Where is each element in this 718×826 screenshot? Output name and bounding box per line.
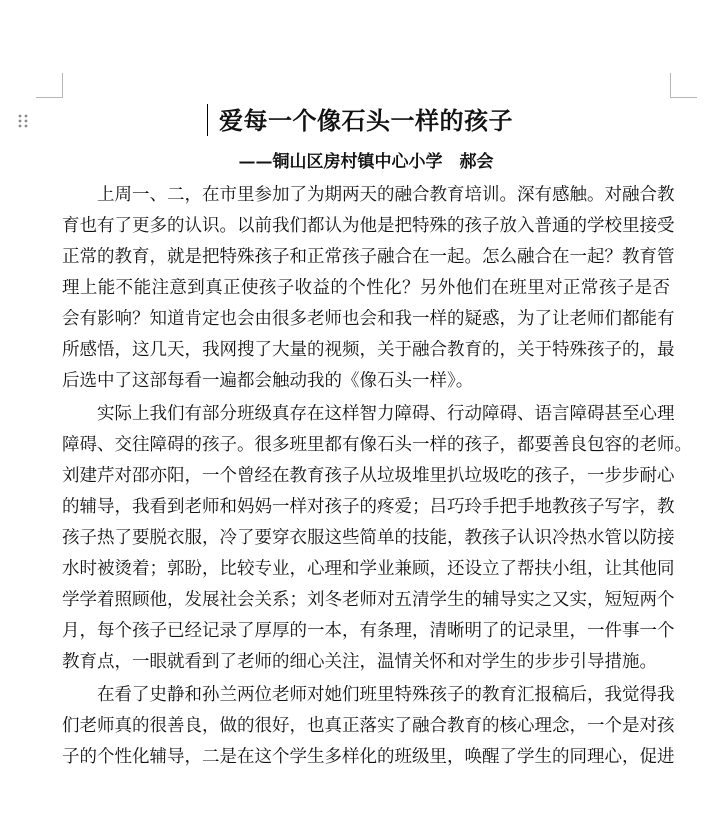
text-line: 正常的教育，就是把特殊孩子和正常孩子融合在一起。怎么融合在一起？教育管	[62, 247, 675, 267]
text-line: 上周一、二，在市里参加了为期两天的融合教育培训。深有感触。对融合教	[97, 185, 675, 205]
text-line: 刘建芹对邵亦阳，一个曾经在教育孩子从垃圾堆里扒垃圾吃的孩子，一步步耐心	[62, 466, 675, 486]
text-line: 教育点，一眼就看到了老师的细心关注，温情关怀和对学生的步步引导措施。	[62, 652, 657, 672]
text-line: 月，每个孩子已经记录了厚厚的一本，有条理，清晰明了的记录里，一件事一个	[62, 621, 675, 641]
text-line: 后选中了这部每看一遍都会触动我的《像石头一样》。	[62, 371, 474, 391]
text-line: 所感悟，这几天，我网搜了大量的视频，关于融合教育的，关于特殊孩子的，最	[62, 340, 675, 360]
paragraph[interactable]	[62, 680, 675, 773]
document-subtitle[interactable]: ——铜山区房村镇中心小学 郝会	[238, 152, 494, 172]
document-body[interactable]	[62, 180, 692, 773]
text-line: 实际上我们有部分班级真存在这样智力障碍、行动障碍、语言障碍甚至心理	[97, 404, 675, 424]
page-corner-top-left	[36, 73, 63, 98]
text-line: 在看了史静和孙兰两位老师对她们班里特殊孩子的教育汇报稿后，我觉得我	[97, 685, 675, 705]
grip-dots-icon[interactable]	[17, 113, 29, 129]
paragraph[interactable]	[62, 180, 675, 397]
text-line: 水时被烫着；郭盼，比较专业，心理和学业兼顾，还设立了帮扶小组，让其他同	[62, 559, 675, 579]
text-line: 们老师真的很善良，做的很好，也真正落实了融合教育的核心理念，一个是对孩	[62, 716, 675, 736]
document-title[interactable]: 爱每一个像石头一样的孩子	[219, 106, 513, 135]
text-line: 孩子热了要脱衣服，冷了要穿衣服这些简单的技能，教孩子认识冷热水管以防接	[62, 528, 675, 548]
paragraph[interactable]	[62, 399, 692, 678]
text-line: 障碍、交往障碍的孩子。很多班里都有像石头一样的孩子，都要善良包容的老师。	[62, 435, 692, 455]
text-line: 子的个性化辅导，二是在这个学生多样化的班级里，唤醒了学生的同理心，促进	[62, 747, 675, 767]
text-line: 会有影响？知道肯定也会由很多老师也会和我一样的疑惑，为了让老师们都能有	[62, 309, 675, 329]
text-cursor	[207, 104, 208, 136]
text-line: 理上能不能注意到真正使孩子收益的个性化？另外他们在班里对正常孩子是否	[62, 278, 670, 298]
page-corner-top-right	[670, 73, 697, 98]
text-line: 学学着照顾他，发展社会关系；刘冬老师对五清学生的辅导实之又实，短短两个	[62, 590, 675, 610]
text-line: 的辅导，我看到老师和妈妈一样对孩子的疼爱；吕巧玲手把手地教孩子写字，教	[62, 497, 675, 517]
text-line: 育也有了更多的认识。以前我们都认为他是把特殊的孩子放入普通的学校里接受	[62, 216, 675, 236]
